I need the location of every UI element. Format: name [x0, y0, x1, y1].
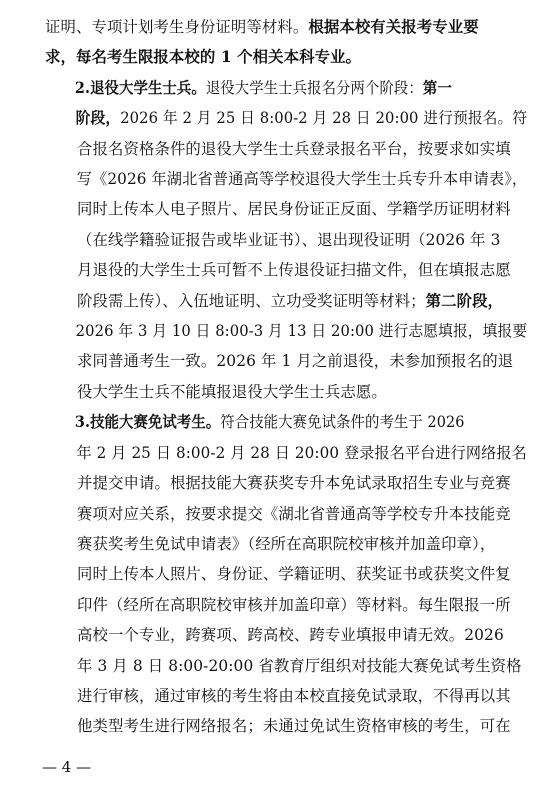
text-run: 年 3 月 8 日 8:00-20:00 省教育厅组织对技能大赛免试考生资格 — [77, 656, 522, 675]
text-run: 高校一个专业，跨赛项、跨高校、跨专业填报申请无效。2026 — [77, 626, 504, 645]
text-run: 阶段需上传）、入伍地证明、立功受奖证明等材料； — [77, 291, 426, 310]
text-line — [45, 468, 527, 498]
text-run: 证明、专项计划考生身份证明等材料。 — [45, 18, 309, 36]
text-run: （在线学籍验证报告或毕业证书）、退出现役证明（2026 年 3 — [77, 230, 501, 249]
text-run: 进行审核，通过审核的考生将由本校直接免试录取，不得再以其 — [77, 686, 511, 705]
page-number: — 4 — — [42, 758, 92, 776]
bold-text-run: 第一 — [422, 78, 452, 97]
text-line — [45, 651, 527, 681]
text-run: 合报名资格条件的退役大学生士兵登录报名平台，按要求如实填 — [77, 139, 511, 158]
text-line — [45, 438, 527, 468]
text-run: 同时上传本人照片、身份证、学籍证明、获奖证书或获奖文件复 — [77, 565, 511, 584]
text-line — [45, 134, 527, 164]
text-line — [45, 377, 527, 407]
paragraph-p0 — [45, 12, 527, 73]
document-body — [45, 12, 527, 742]
text-run: 同时上传本人电子照片、居民身份证正反面、学籍学历证明材料 — [77, 200, 511, 219]
bold-text-run: 根据本校有关报考专业要 — [308, 18, 479, 36]
text-line — [45, 194, 527, 224]
bold-text-run: 2.退役大学生士兵。 — [74, 78, 206, 97]
bold-text-run: 阶段， — [75, 109, 121, 128]
text-run: 年 2 月 25 日 8:00-2 月 28 日 20:00 登录报名平台进行网络报名 — [76, 443, 527, 462]
text-line — [45, 529, 527, 559]
text-line — [45, 42, 527, 72]
text-line — [45, 164, 528, 194]
text-run: 符合技能大赛免试条件的考生于 2026 — [220, 413, 465, 432]
text-line — [45, 73, 495, 103]
text-run: 赛获奖考生免试申请表》（经所在高职院校审核并加盖印章）， — [77, 534, 496, 553]
bold-text-run: 求，每名考生限报本校的 1 个相关本科专业。 — [45, 48, 362, 67]
text-line — [45, 316, 528, 346]
text-run: 写《2026 年湖北省普通高等学校退役大学生士兵专升本申请表》， — [76, 170, 528, 189]
text-run: 求同普通考生一致。2026 年 1 月之前退役，未参加预报名的退 — [77, 352, 514, 371]
text-line — [45, 255, 527, 285]
bold-text-run: 第二阶段， — [425, 291, 504, 310]
text-run: 并提交申请。根据技能大赛获奖专升本免试录取招生专业与竞赛 — [77, 474, 511, 493]
text-line — [45, 681, 527, 711]
text-line — [45, 225, 527, 255]
text-run: 2026 年 3 月 10 日 8:00-3 月 13 日 20:00 进行志愿填报，填报要 — [75, 322, 528, 341]
text-run: 退役大学生士兵报名分两个阶段： — [205, 78, 423, 97]
text-run: 赛项对应关系，按要求提交《湖北省普通高等学校专升本技能竞 — [77, 504, 511, 523]
text-run: 2026 年 2 月 25 日 8:00-2 月 28 日 20:00 进行预报名。符 — [120, 109, 528, 128]
text-line — [45, 286, 527, 316]
text-line — [45, 590, 527, 620]
paragraph-p1 — [45, 73, 527, 407]
paragraph-p2 — [45, 407, 527, 741]
bold-text-run: 3.技能大赛免试考生。 — [74, 413, 221, 432]
text-line — [45, 407, 495, 437]
text-run: 他类型考生进行网络报名；未通过免试生资格审核的考生，可在 — [77, 717, 511, 736]
text-run: 月退役的大学生士兵可暂不上传退役证扫描文件，但在填报志愿 — [77, 261, 511, 280]
text-line — [45, 103, 528, 133]
text-run: 印件（经所在高职院校审核并加盖印章）等材料。每生限报一所 — [77, 595, 511, 614]
text-line — [45, 499, 527, 529]
text-run: 役大学生士兵不能填报退役大学生士兵志愿。 — [77, 382, 387, 401]
text-line — [45, 711, 527, 741]
text-line — [45, 12, 527, 42]
text-line — [45, 346, 527, 376]
text-line — [45, 620, 527, 650]
text-line — [45, 559, 527, 589]
